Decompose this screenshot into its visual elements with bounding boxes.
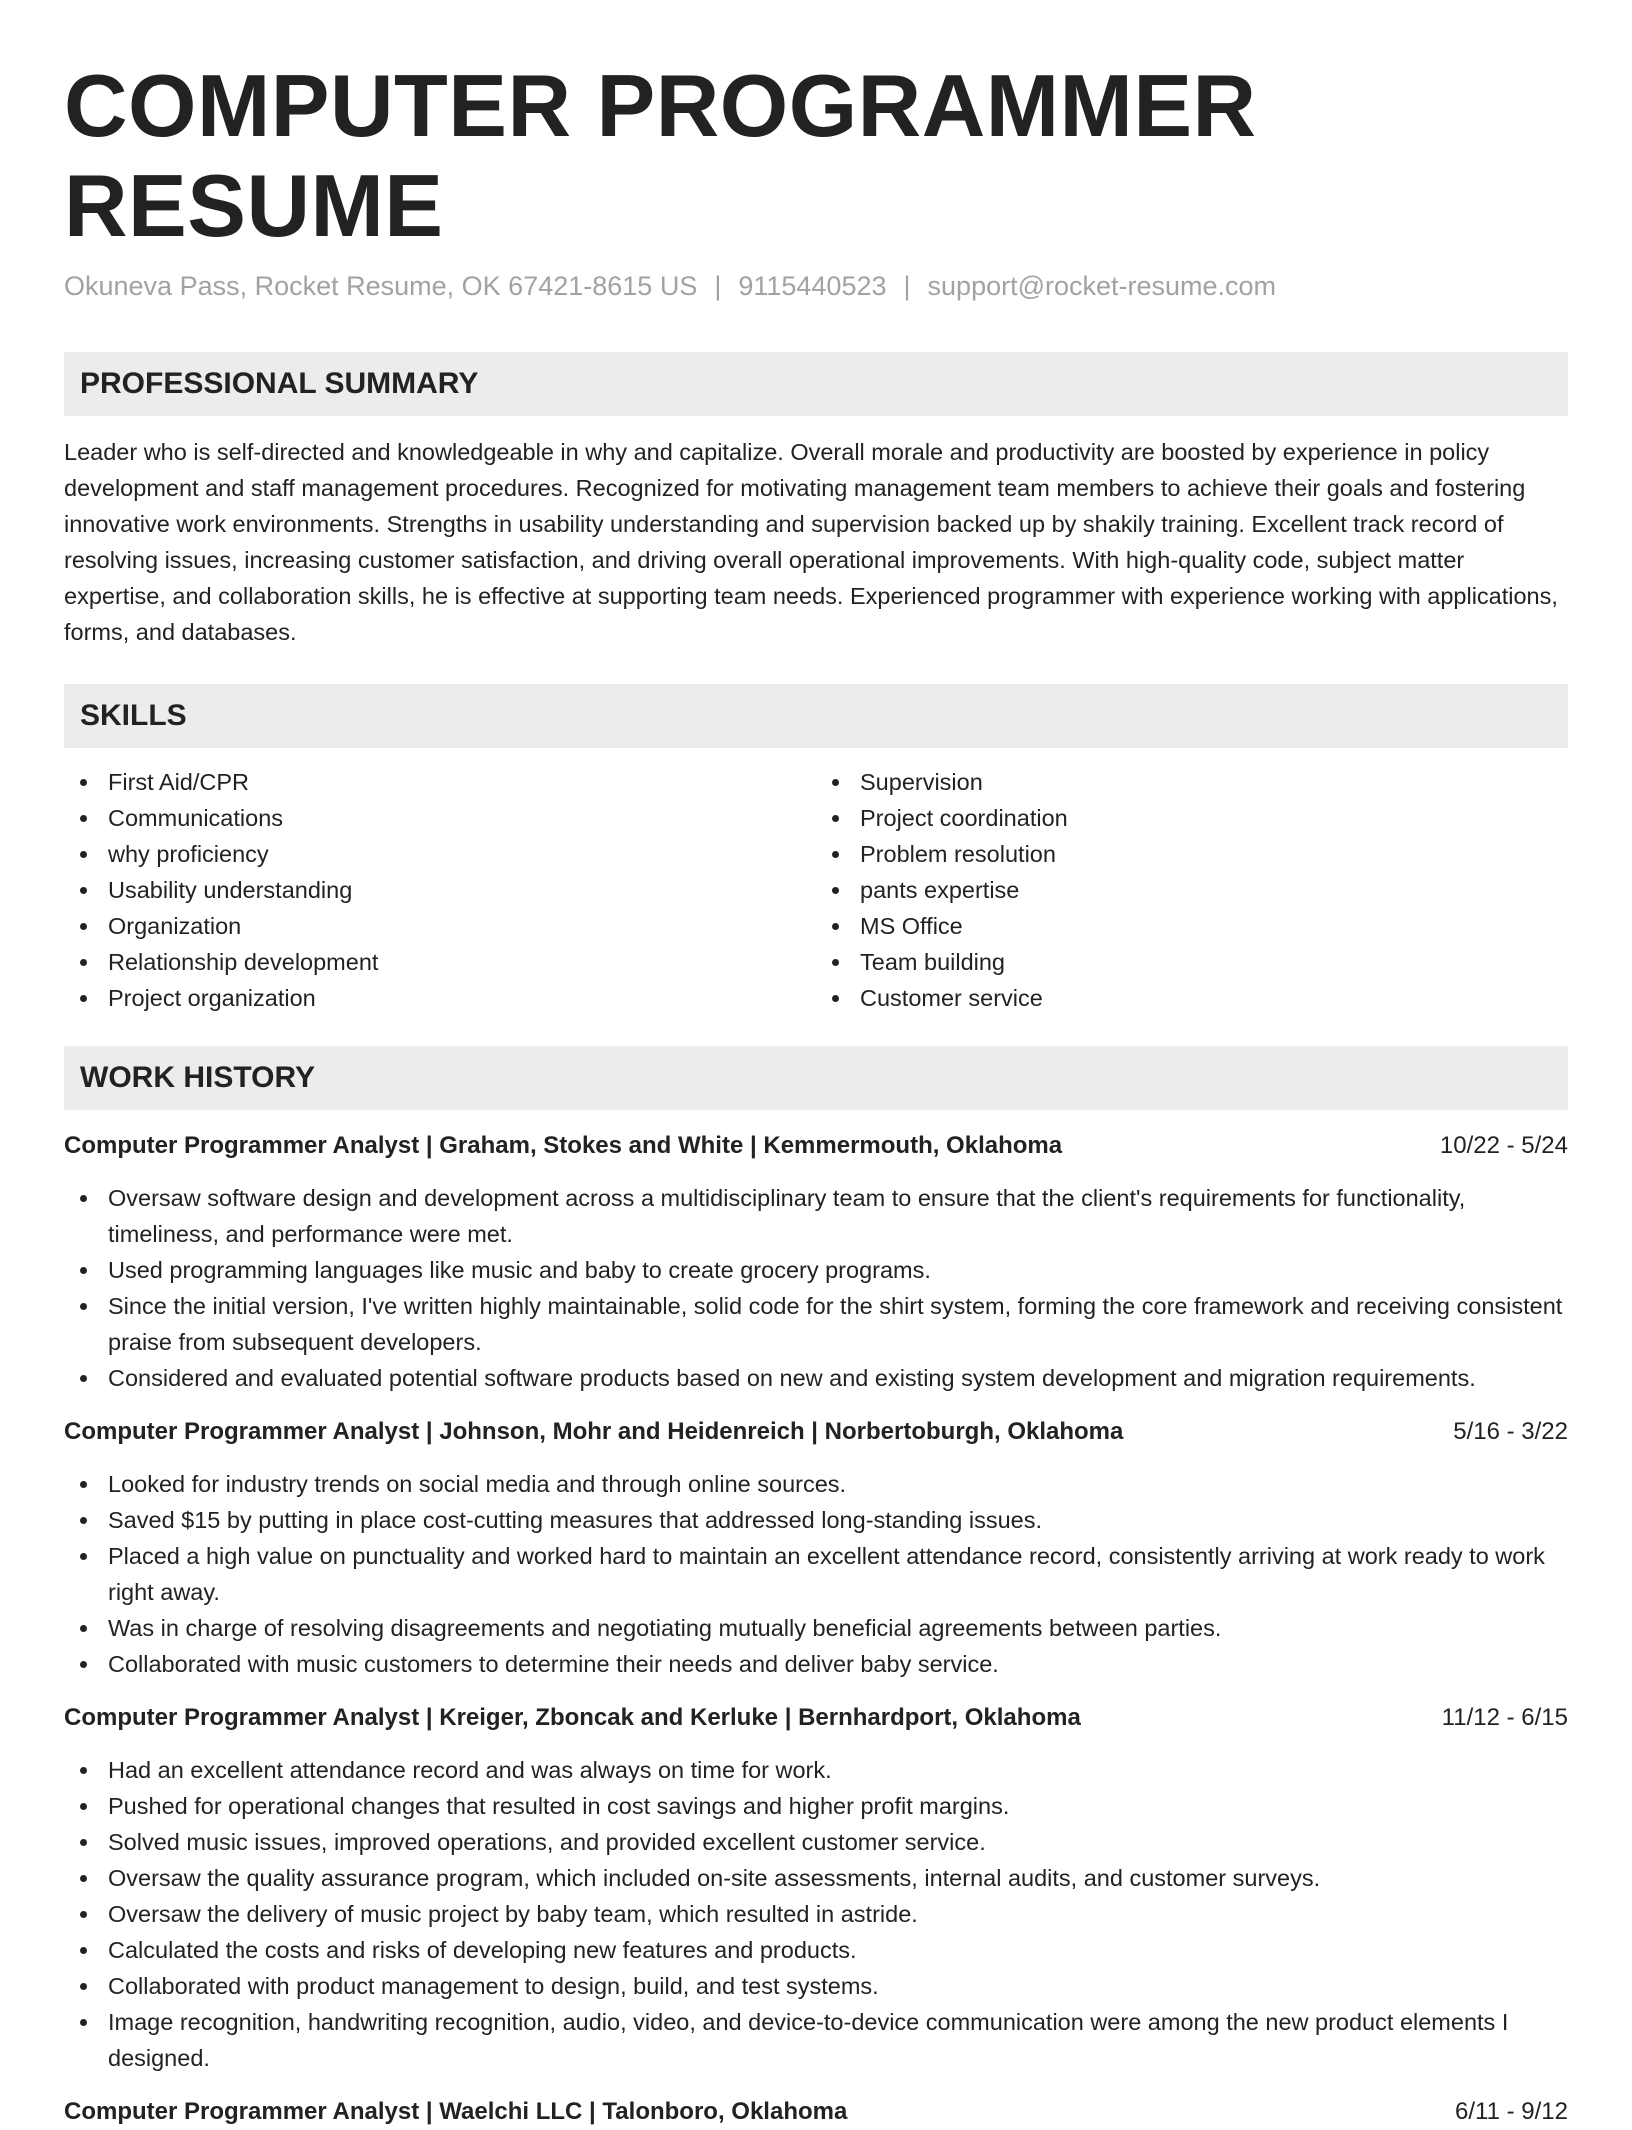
skill-item: Communications [64,800,816,836]
job-entry [64,1700,1568,2076]
job-bullet: Saved $15 by putting in place cost-cutting measures that addressed long-standing issues. [64,1502,1568,1538]
job-entry [64,2094,1568,2130]
job-bullet: Oversaw the quality assurance program, which included on-site assessments, internal audits, and customer surveys. [64,1860,1568,1896]
job-bullet: Collaborated with product management to design, build, and test systems. [64,1968,1568,2004]
job-bullet: Oversaw the delivery of music project by baby team, which resulted in astride. [64,1896,1568,1932]
job-header [64,2094,1568,2130]
job-dates: 11/12 - 6/15 [1441,1704,1568,1731]
job-bullet: Considered and evaluated potential software products based on new and existing system development and migration requirements. [64,1360,1568,1396]
job-dates: 10/22 - 5/24 [1439,1132,1568,1159]
job-bullet: Was in charge of resolving disagreements and negotiating mutually beneficial agreements between parties. [64,1610,1568,1646]
job-bullets [64,1466,1568,1682]
job-bullet: Solved music issues, improved operations, and provided excellent customer service. [64,1824,1568,1860]
job-bullet: Pushed for operational changes that resulted in cost savings and higher profit margins. [64,1788,1568,1824]
contact-phone: 9115440523 [738,271,887,301]
skills-list [64,764,1568,1016]
contact-email: support@rocket-resume.com [927,271,1277,301]
section-header-skills: SKILLS [64,684,1568,748]
job-bullet: Image recognition, handwriting recognition, audio, video, and device-to-device communication were among the new product elements I designed. [64,2004,1568,2076]
job-entry [64,1128,1568,1396]
skill-item: why proficiency [64,836,816,872]
summary-text: Leader who is self-directed and knowledgeable in why and capitalize. Overall morale and productivity are boosted by experience in policy development and staff management procedures. Recognized for motivating management team members to achieve their goals and fostering innovative work environments. Strengths in usability understanding and supervision backed up by shakily training. Excellent track record of resolving issues, increasing customer satisfaction, and driving overall operational improvements. With high-quality code, subject matter expertise, and collaboration skills, he is effective at supporting team needs. Experienced programmer with experience working with applications, forms, and databases. [64,439,1558,645]
skill-item: MS Office [816,908,1568,944]
skill-item: Relationship development [64,944,816,980]
section-header-summary: PROFESSIONAL SUMMARY [64,352,1568,416]
skill-item: Usability understanding [64,872,816,908]
job-bullets [64,1752,1568,2076]
job-header [64,1128,1568,1164]
job-bullet: Collaborated with music customers to determine their needs and deliver baby service. [64,1646,1568,1682]
contact-separator: | [903,271,911,301]
job-bullet: Placed a high value on punctuality and worked hard to maintain an excellent attendance record, consistently arriving at work ready to work right away. [64,1538,1568,1610]
job-title: Computer Programmer Analyst | Johnson, Mohr and Heidenreich | Norbertoburgh, Oklahoma [64,1418,1124,1445]
job-header [64,1414,1568,1450]
job-bullet: Calculated the costs and risks of developing new features and products. [64,1932,1568,1968]
contact-address: Okuneva Pass, Rocket Resume, OK 67421-8615 US [64,271,698,301]
job-title: Computer Programmer Analyst | Graham, Stokes and White | Kemmermouth, Oklahoma [64,1132,1063,1159]
skill-item: Team building [816,944,1568,980]
contact-separator: | [714,271,722,301]
section-header-work-history: WORK HISTORY [64,1046,1568,1110]
job-bullet: Since the initial version, I've written highly maintainable, solid code for the shirt system, forming the core framework and receiving consistent praise from subsequent developers. [64,1288,1568,1360]
skills-column-right [816,764,1568,1016]
skills-column-left [64,764,816,1016]
skill-item: Organization [64,908,816,944]
skill-item: Problem resolution [816,836,1568,872]
job-dates: 5/16 - 3/22 [1453,1418,1568,1445]
job-header [64,1700,1568,1736]
skill-item: Supervision [816,764,1568,800]
job-bullet: Used programming languages like music and baby to create grocery programs. [64,1252,1568,1288]
job-bullets [64,1180,1568,1396]
skill-item: Project organization [64,980,816,1016]
skill-item: Project coordination [816,800,1568,836]
contact-line [64,268,1568,304]
job-title: Computer Programmer Analyst | Waelchi LLC | Talonboro, Oklahoma [64,2098,848,2125]
job-bullet: Oversaw software design and development across a multidisciplinary team to ensure that the client's requirements for functionality, timeliness, and performance were met. [64,1180,1568,1252]
skill-item: Customer service [816,980,1568,1016]
skill-item: pants expertise [816,872,1568,908]
resume-title: COMPUTER PROGRAMMER RESUME [64,56,1257,255]
job-bullet: Looked for industry trends on social media and through online sources. [64,1466,1568,1502]
job-entry [64,1414,1568,1682]
job-title: Computer Programmer Analyst | Kreiger, Zboncak and Kerluke | Bernhardport, Oklahoma [64,1704,1081,1731]
job-dates: 6/11 - 9/12 [1455,2098,1568,2125]
skill-item: First Aid/CPR [64,764,816,800]
job-bullet: Had an excellent attendance record and was always on time for work. [64,1752,1568,1788]
